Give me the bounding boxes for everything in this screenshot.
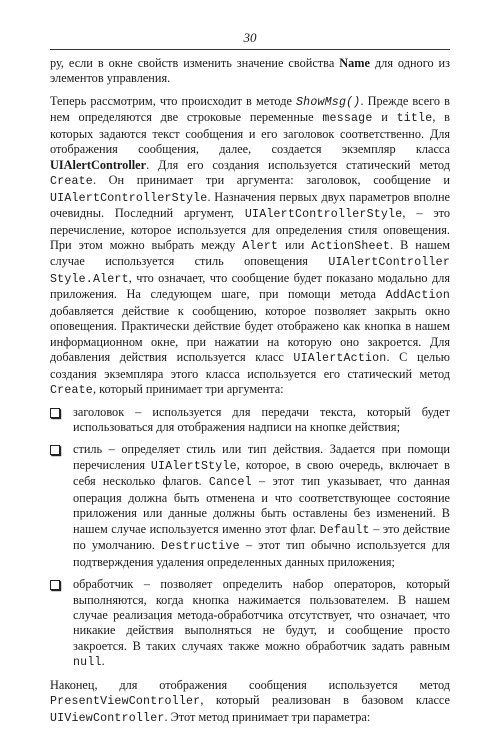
checkbox-bullet-icon [50,445,60,455]
code-term: message [322,112,373,126]
code-term: UIAlertControllerStyle [244,208,403,222]
text-run: . В нашем случае используется стиль оповещения [50,237,450,269]
paragraph-showmsg [50,94,450,399]
code-term: Alert [242,239,279,253]
text-run: , что означает, что сообщение будет показано модально для приложения. На следующем шаге, при помощи метода [50,270,450,302]
text-run: – этот тип указывает, что данная операция должна быть отменена и что соответствующее состояние приложения или данные должны быть оставлены без изменений. В нашем случае используется именно этот флаг. [73,474,450,536]
header-rule [50,49,450,50]
code-term: UIViewController [50,711,165,725]
text-run: – это действие по умолчанию. [73,521,450,553]
code-term: UIAlertControllerStyle [50,191,208,205]
list-item [50,405,450,436]
text-run: обработчик – позволяет определить набор операторов, который выполняются, когда кнопка нажимается пользователем. В нашем случае реализация метода-обработчика отсутствует, что означает, что никакие действия выполняться не будут, и сообщение просто закроется. В таких случаях также можно обработчик задать равным [73,577,450,653]
code-term: Create [50,384,93,398]
property-name: Name [339,56,370,70]
checkbox-bullet-icon [50,408,60,418]
text-run: . Он принимает три аргумента: заголовок, сообщение и [92,173,450,188]
code-term: UIAlertAction [293,352,387,366]
text-run: . С целью создания экземпляра этого класса используется его статический метод [50,350,450,381]
code-term: AddAction [385,289,450,303]
paragraph-continuation [50,56,450,87]
text-run: . Этот метод принимает три параметра: [164,709,371,724]
text-run: . Для его создания используется статический метод [146,157,450,172]
code-term: UIAlertController Style.Alert [50,256,450,286]
text-run: , в которых задаются текст сообщения и его заголовок соответственно. Для отображения сообщения, далее, создается экземпляр класса [50,110,450,157]
checkbox-bullet-icon [50,580,60,590]
page-body [50,56,450,726]
code-term: ShowMsg() [296,95,361,109]
argument-list [50,405,450,671]
code-term: Cancel [208,476,252,490]
text-run: и [372,110,397,125]
text-run: . Прежде всего в нем определяются две строковые переменные [50,93,450,125]
list-item [50,442,450,570]
text-run: заголовок – используется для передачи текста, который будет использоваться для отображения надписи на кнопке действия; [73,404,450,434]
paragraph-present [50,678,450,726]
text-run: , который реализован в базовом классе [200,693,450,708]
list-item [50,577,450,671]
class-name: UIAlertController [50,157,147,172]
text-run: , которое, в свою очередь, включает в себя несколько флагов. [73,457,450,489]
text-run: Наконец, для отображения сообщения используется метод [50,677,450,692]
page-number: 30 [243,30,257,45]
code-term: UIAlertStyle [150,459,237,473]
code-term: ActionSheet [311,239,391,253]
code-term: PresentViewController [50,695,201,709]
text-run: ру, если в окне свойств изменить значение свойства [50,56,340,70]
code-term: null [73,656,102,670]
text-run: – этот тип обычно используется для подтверждения удаления определенных данных приложения; [73,538,450,569]
code-term: Destructive [161,540,240,554]
code-term: Default [319,523,370,537]
text-run: , – это перечисление, которое используется для определения стиля оповещения. При этом можно выбрать между [50,206,450,252]
text-run: . [101,654,105,669]
code-term: Create [50,175,93,189]
text-run: , который принимает три аргумента: [92,382,284,397]
text-run: стиль – определяет стиль или тип действия. Задается при помощи перечисления [73,442,450,472]
text-run: для одного из элементов управления. [50,56,450,86]
text-run: добавляется действие к сообщению, которое позволяет закрыть окно оповещения. Практически действие будет отображено как кнопка в нашем информационном окне, при нажатии на которую оно закроется. Для добавления действия используется класс [50,303,450,365]
text-run: или [278,237,312,252]
text-run: Теперь рассмотрим, что происходит в методе [50,93,297,108]
code-term: title [396,112,433,126]
text-run: . Назначения первых двух параметров вполне очевидны. Последний аргумент, [50,189,450,221]
